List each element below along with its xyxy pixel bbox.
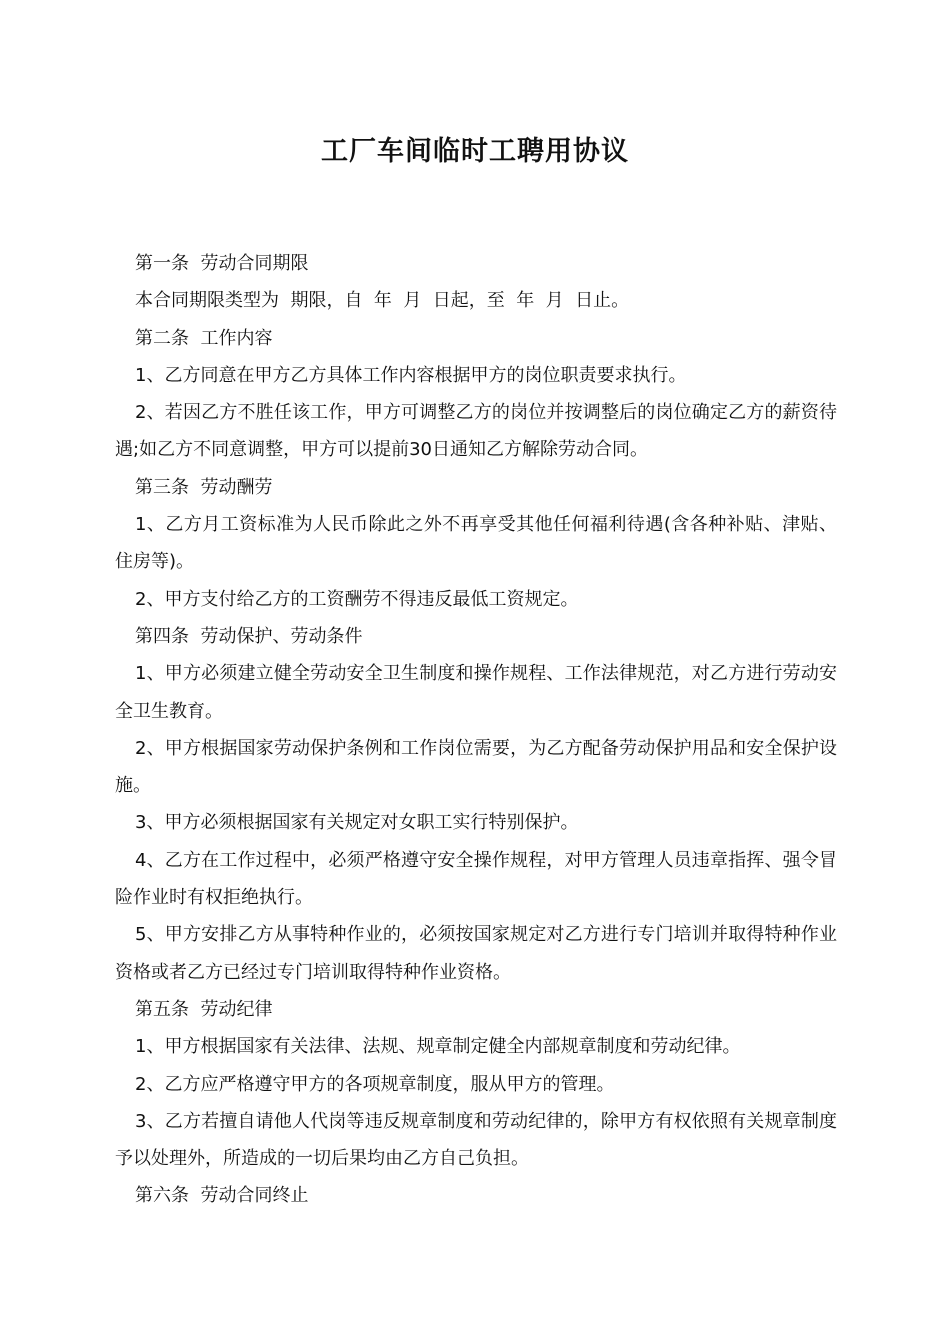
- paragraph: 本合同期限类型为 期限，自 年 月 日起，至 年 月 日止。: [135, 290, 630, 312]
- paragraph: 3、乙方若擅自请他人代岗等违反规章制度和劳动纪律的，除甲方有权依照有关规章制度予以处理外，所造成的一切后果均由乙方自己负担。: [115, 1110, 837, 1170]
- paragraph: 2、甲方支付给乙方的工资酬劳不得违反最低工资规定。: [135, 588, 579, 610]
- paragraph: 2、乙方应严格遵守甲方的各项规章制度，服从甲方的管理。: [135, 1073, 615, 1095]
- paragraph: 2、甲方根据国家劳动保护条例和工作岗位需要，为乙方配备劳动保护用品和安全保护设施。: [115, 737, 837, 797]
- paragraph: 1、甲方必须建立健全劳动安全卫生制度和操作规程、工作法律规范，对乙方进行劳动安全卫生教育。: [115, 663, 837, 722]
- paragraph: 1、甲方根据国家有关法律、法规、规章制定健全内部规章制度和劳动纪律。: [135, 1036, 741, 1058]
- paragraph: 1、乙方月工资标准为人民币除此之外不再享受其他任何福利待遇(含各种补贴、津贴、住房等)。: [115, 514, 837, 573]
- article-heading: 第三条 劳动酬劳: [135, 476, 273, 498]
- document-title: 工厂车间临时工聘用协议: [321, 136, 629, 167]
- document-body: [115, 245, 837, 1215]
- article-heading: 第五条 劳动纪律: [135, 998, 273, 1020]
- paragraph: 2、若因乙方不胜任该工作，甲方可调整乙方的岗位并按调整后的岗位确定乙方的薪资待遇;如乙方不同意调整，甲方可以提前30日通知乙方解除劳动合同。: [115, 402, 837, 461]
- paragraph: 1、乙方同意在甲方乙方具体工作内容根据甲方的岗位职责要求执行。: [135, 364, 687, 386]
- paragraph: 5、甲方安排乙方从事特种作业的，必须按国家规定对乙方进行专门培训并取得特种作业资格或者乙方已经过专门培训取得特种作业资格。: [115, 924, 837, 983]
- paragraph: 3、甲方必须根据国家有关规定对女职工实行特别保护。: [135, 812, 579, 834]
- article-heading: 第六条 劳动合同终止: [135, 1185, 309, 1207]
- paragraph: 4、乙方在工作过程中，必须严格遵守安全操作规程，对甲方管理人员违章指挥、强令冒险作业时有权拒绝执行。: [115, 849, 837, 909]
- article-heading: 第二条 工作内容: [135, 327, 273, 349]
- article-heading: 第一条 劳动合同期限: [135, 253, 309, 274]
- article-heading: 第四条 劳动保护、劳动条件: [135, 625, 363, 647]
